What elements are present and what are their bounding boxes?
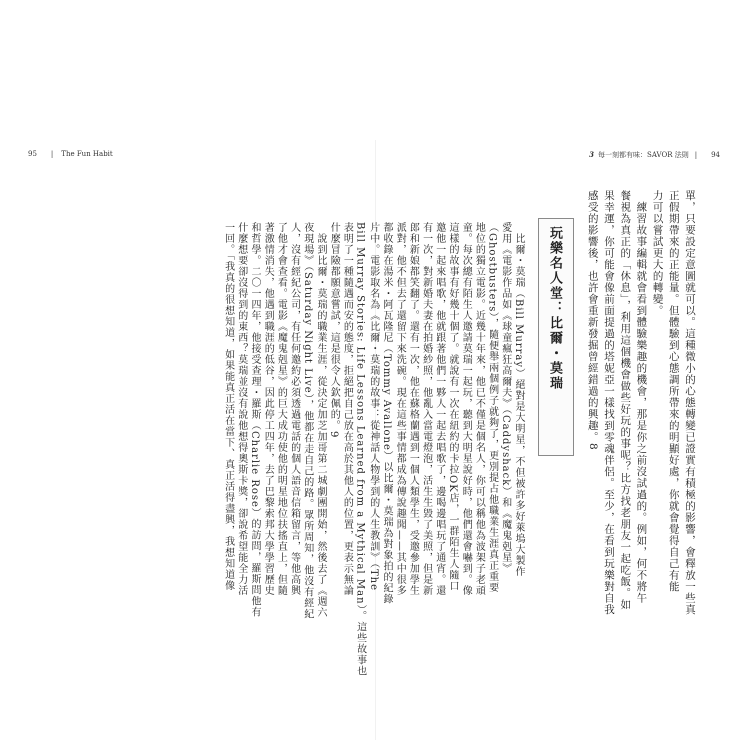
- text-line: 表明了一種隨遇而安的態度，拒絕把自己放在高於其他人的位置，更表示無論: [341, 222, 353, 596]
- text-line: 說到比爾・莫瑞的職業生涯，從決定加芝加哥第二城劇團開始，然後去了《週六: [315, 222, 326, 618]
- text-line: 什麼冒險都願意嘗試，這是很令人欽佩的。9: [328, 222, 340, 439]
- text-line: 練習故事編輯就會看到體驗樂趣的機會，那是你之前沒試過的。例如，何不將午: [635, 190, 648, 604]
- left-page-number: 95: [28, 150, 37, 158]
- text-line: 郎和新娘都笑翻了。還有一次，他在蘇格蘭遇到一個人類學生，受邀參加學生: [407, 222, 419, 596]
- text-line: 了他才會查看。電影《魔鬼剋星》的巨大成功使他的明星地位扶搖直上，但隨: [275, 222, 287, 596]
- text-line: 什麼想要卻沒得到的東西？莫瑞並沒有說他想得奧斯卡獎，卻說希望能全力活: [235, 222, 247, 596]
- text-line: 這樣的故事有好幾十個了。就說有一次在紐約的卡拉OK店，一群陌生人隨口: [447, 222, 458, 592]
- left-header-separator: |: [50, 150, 54, 158]
- text-line: 地位的獨立電影。近幾十年來，他已不僅是個名人，你可以稱他為波架子老頑: [473, 222, 485, 596]
- right-header-separator: |: [694, 151, 698, 159]
- text-line: 童。每次總有陌生人邀請莫瑞一起玩，聽到大明星說好時，他們還會嚇到。像: [460, 222, 472, 596]
- book-title: The Fun Habit: [61, 150, 113, 158]
- text-line: 人，沒有經紀公司，有任何邀約必須透過電話的個人語音信箱留言，等他高興: [288, 222, 300, 596]
- text-line: 著激情消失，他遇到職涯的低谷，因此停工四年，去了巴黎索邦大學學習歷史: [262, 222, 274, 596]
- text-line: 比爾・莫瑞（Bill Murray）絕對是大明星，不但被許多好萊塢大製作: [513, 222, 524, 577]
- text-line: （Ghostbusters），隨便舉兩個例子就夠了，更別提占他職業生涯真正重要: [486, 222, 498, 594]
- text-line: 都收錄在湯米・阿瓦隆尼（Tommy Avallone）以比爾・莫瑞為對象拍的紀錄: [381, 222, 392, 605]
- chapter-number: 3: [589, 150, 595, 159]
- text-line: 一回。「我真的很想知道，如果能真正活在當下、真正活得盡興，我想知道像: [222, 222, 234, 591]
- text-line: 邀他一起來唱歌，他就跟著他們一夥人一起去唱歌了，邊喝邊唱玩了通宵。還: [433, 222, 445, 596]
- text-line: 餐視為真正的「休息」，利用這個機會做些好玩的事呢？比方找老朋友一起吃飯。如: [619, 190, 632, 611]
- text-line: 片中。電影取名為《比爾・莫瑞的故事：從神話人物學到的人生教訓》（The: [367, 222, 379, 592]
- sidebar-title: 玩樂名人堂：比爾・莫瑞: [547, 226, 562, 391]
- text-line: 和哲學。二〇一四年，他接受查理・羅斯（Charlie Rose）的訪問，羅斯問他有: [249, 222, 260, 618]
- text-line: 愛用《電影作品如《球童瘋狂高爾夫》（Caddyshack）和《魔鬼剋星》: [499, 222, 511, 575]
- right-page-number: 94: [711, 151, 720, 159]
- text-line: 派對，他不但去了還留下來洗碗。現在這些事情都成為傳說趣聞——其中很多: [394, 222, 406, 596]
- text-line: 感受的影響後，也許會重新發掘曾經錯過的興趣。8: [586, 190, 599, 451]
- text-line: Bill Murray Stories: Life Lessons Learned from a Mythical Man）。這些故事也: [354, 222, 366, 677]
- text-line: 正假期帶來的正能量。但體驗到心態調所帶來的明顯好處，你就會覺得自己有能: [667, 190, 680, 593]
- right-running-header: [589, 150, 720, 160]
- chapter-title: 每一刻都有味：SAVOR 法則: [598, 151, 689, 159]
- text-line: 單，只要設定意圖就可以。這種微小的心態轉變已證實有積極的影響，會釋放一些真: [684, 190, 696, 616]
- text-line: 力可以嘗試更大的轉變。: [651, 190, 664, 317]
- text-line: 有一次，對新婚夫妻在拍婚紗照，他亂入當電燈泡，活生生毀了美照，但是新: [420, 222, 432, 596]
- text-line: 夜現場》（Saturday Night Live），他都在走自己的路。眾所周知，他沒有經紀: [301, 222, 313, 620]
- text-line: 果幸運，你可能會像前面提過的塔妮亞一樣找到零魂伴侶。至少，在看到玩樂對自我: [603, 190, 615, 616]
- left-running-header: [28, 150, 113, 158]
